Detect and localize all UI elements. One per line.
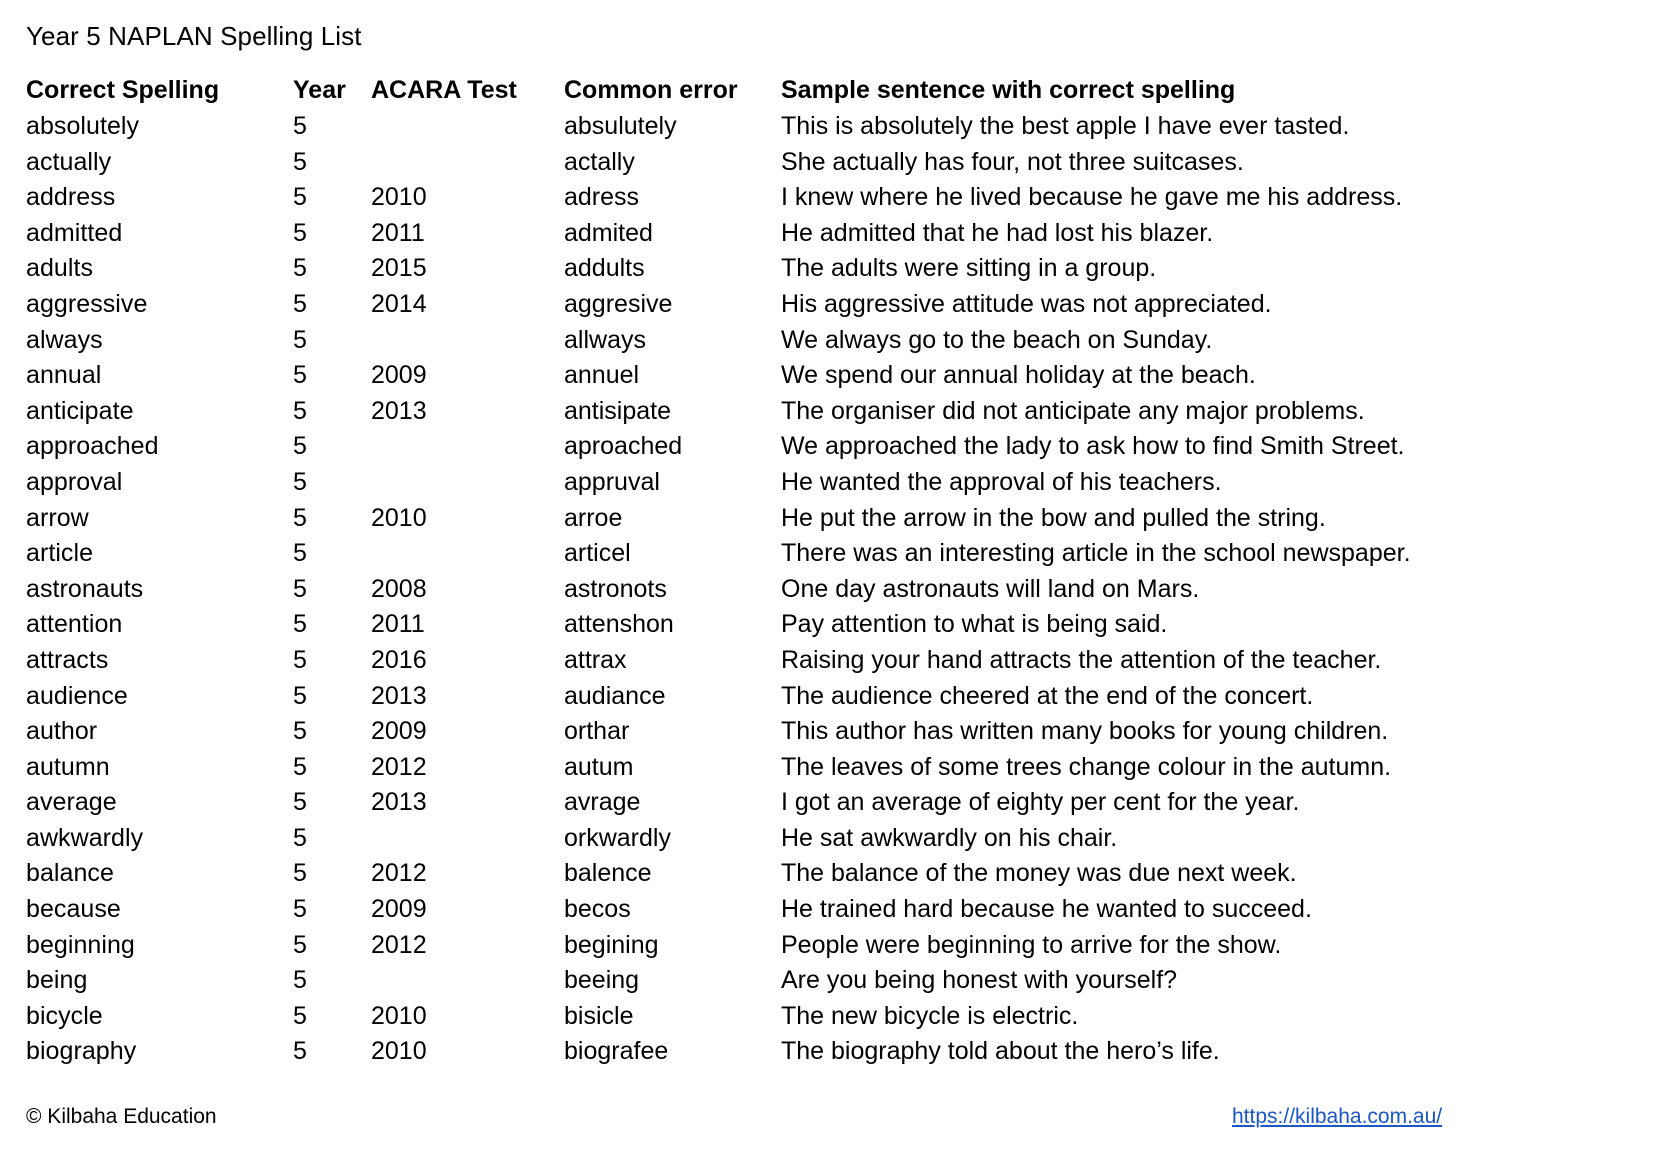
cell-sample-sentence: Are you being honest with yourself? xyxy=(781,966,1178,995)
spelling-list-table xyxy=(26,72,1626,1070)
cell-common-error: allways xyxy=(564,325,646,354)
cell-common-error: antisipate xyxy=(564,396,672,425)
cell-year: 5 xyxy=(293,610,307,639)
table-header-row xyxy=(26,72,1626,109)
cell-acara-test: 2013 xyxy=(371,396,427,425)
table-row xyxy=(26,109,1626,145)
cell-correct-spelling: beginning xyxy=(26,930,135,959)
cell-sample-sentence: I knew where he lived because he gave me his address. xyxy=(781,183,1403,212)
cell-acara-test: 2008 xyxy=(371,574,427,603)
column-header-common-error: Common error xyxy=(564,76,738,104)
cell-acara-test: 2010 xyxy=(371,1001,427,1030)
cell-correct-spelling: admitted xyxy=(26,218,123,247)
table-row xyxy=(26,928,1626,964)
cell-correct-spelling: average xyxy=(26,788,117,817)
cell-correct-spelling: being xyxy=(26,966,88,995)
cell-year: 5 xyxy=(293,325,307,354)
cell-correct-spelling: astronauts xyxy=(26,574,144,603)
table-row xyxy=(26,714,1626,750)
cell-sample-sentence: The new bicycle is electric. xyxy=(781,1001,1079,1030)
cell-acara-test: 2009 xyxy=(371,717,427,746)
cell-common-error: appruval xyxy=(564,467,660,496)
cell-correct-spelling: bicycle xyxy=(26,1001,103,1030)
cell-correct-spelling: attention xyxy=(26,610,123,639)
table-row xyxy=(26,643,1626,679)
cell-common-error: balence xyxy=(564,859,652,888)
column-header-sample-sentence: Sample sentence with correct spelling xyxy=(781,76,1236,104)
cell-year: 5 xyxy=(293,539,307,568)
cell-sample-sentence: This is absolutely the best apple I have ever tasted. xyxy=(781,112,1350,140)
cell-sample-sentence: We always go to the beach on Sunday. xyxy=(781,325,1213,354)
cell-common-error: articel xyxy=(564,539,631,568)
kilbaha-website-link[interactable]: https://kilbaha.com.au/ xyxy=(1232,1105,1443,1128)
cell-sample-sentence: He trained hard because he wanted to succeed. xyxy=(781,895,1312,924)
cell-sample-sentence: I got an average of eighty per cent for the year. xyxy=(781,788,1300,817)
cell-common-error: orthar xyxy=(564,717,630,746)
cell-year: 5 xyxy=(293,823,307,852)
cell-common-error: avrage xyxy=(564,788,641,817)
cell-acara-test xyxy=(371,465,564,501)
page-footer xyxy=(0,1104,1680,1144)
cell-year: 5 xyxy=(293,467,307,496)
cell-correct-spelling: audience xyxy=(26,681,128,710)
cell-acara-test: 2016 xyxy=(371,645,427,674)
cell-year: 5 xyxy=(293,147,307,176)
cell-year: 5 xyxy=(293,361,307,390)
table-row xyxy=(26,180,1626,216)
cell-year: 5 xyxy=(293,895,307,924)
cell-year: 5 xyxy=(293,717,307,746)
cell-correct-spelling: autumn xyxy=(26,752,110,781)
cell-common-error: admited xyxy=(564,218,653,247)
cell-sample-sentence: She actually has four, not three suitcases. xyxy=(781,147,1244,176)
cell-sample-sentence: The audience cheered at the end of the concert. xyxy=(781,681,1314,710)
cell-common-error: bisicle xyxy=(564,1001,634,1030)
cell-sample-sentence: The adults were sitting in a group. xyxy=(781,254,1157,283)
cell-common-error: orkwardly xyxy=(564,823,671,852)
cell-acara-test: 2013 xyxy=(371,788,427,817)
cell-acara-test xyxy=(371,821,564,857)
cell-sample-sentence: People were beginning to arrive for the show. xyxy=(781,930,1282,959)
cell-year: 5 xyxy=(293,574,307,603)
cell-acara-test: 2009 xyxy=(371,361,427,390)
cell-correct-spelling: aggressive xyxy=(26,289,148,318)
cell-correct-spelling: actually xyxy=(26,147,112,176)
cell-correct-spelling: balance xyxy=(26,859,114,888)
cell-correct-spelling: article xyxy=(26,539,94,568)
table-row xyxy=(26,536,1626,572)
table-row xyxy=(26,394,1626,430)
cell-year: 5 xyxy=(293,289,307,318)
cell-sample-sentence: The organiser did not anticipate any major problems. xyxy=(781,396,1365,425)
table-row xyxy=(26,323,1626,359)
cell-common-error: aproached xyxy=(564,432,683,461)
table-row xyxy=(26,465,1626,501)
cell-common-error: attenshon xyxy=(564,610,674,639)
cell-year: 5 xyxy=(293,859,307,888)
cell-sample-sentence: The biography told about the hero’s life. xyxy=(781,1037,1220,1066)
cell-year: 5 xyxy=(293,681,307,710)
cell-acara-test: 2013 xyxy=(371,681,427,710)
cell-year: 5 xyxy=(293,432,307,461)
table-row xyxy=(26,607,1626,643)
table-row xyxy=(26,358,1626,394)
cell-sample-sentence: The balance of the money was due next week. xyxy=(781,859,1297,888)
cell-year: 5 xyxy=(293,645,307,674)
cell-acara-test: 2014 xyxy=(371,289,427,318)
cell-acara-test: 2009 xyxy=(371,895,427,924)
table-row xyxy=(26,1034,1626,1070)
cell-sample-sentence: He admitted that he had lost his blazer. xyxy=(781,218,1214,247)
cell-common-error: addults xyxy=(564,254,645,283)
table-row xyxy=(26,572,1626,608)
cell-correct-spelling: awkwardly xyxy=(26,823,144,852)
cell-acara-test: 2011 xyxy=(371,610,425,639)
cell-correct-spelling: arrow xyxy=(26,503,89,532)
copyright-notice: © Kilbaha Education xyxy=(26,1105,217,1128)
cell-acara-test xyxy=(371,145,564,181)
table-row xyxy=(26,216,1626,252)
cell-year: 5 xyxy=(293,112,307,140)
cell-sample-sentence: We approached the lady to ask how to find Smith Street. xyxy=(781,432,1405,461)
cell-correct-spelling: adults xyxy=(26,254,94,283)
cell-correct-spelling: always xyxy=(26,325,103,354)
cell-correct-spelling: approached xyxy=(26,432,159,461)
cell-common-error: beeing xyxy=(564,966,640,995)
table-row xyxy=(26,145,1626,181)
cell-acara-test: 2012 xyxy=(371,859,427,888)
cell-year: 5 xyxy=(293,396,307,425)
column-header-acara-test: ACARA Test xyxy=(371,76,517,104)
cell-acara-test xyxy=(371,536,564,572)
cell-common-error: begining xyxy=(564,930,659,959)
cell-common-error: astronots xyxy=(564,574,667,603)
cell-year: 5 xyxy=(293,503,307,532)
cell-common-error: becos xyxy=(564,895,631,924)
table-row xyxy=(26,429,1626,465)
table-row xyxy=(26,821,1626,857)
cell-sample-sentence: He put the arrow in the bow and pulled the string. xyxy=(781,503,1326,532)
cell-acara-test: 2010 xyxy=(371,183,427,212)
table-row xyxy=(26,251,1626,287)
cell-common-error: annuel xyxy=(564,361,640,390)
cell-year: 5 xyxy=(293,966,307,995)
cell-common-error: absulutely xyxy=(564,112,677,140)
cell-sample-sentence: His aggressive attitude was not appreciated. xyxy=(781,289,1272,318)
cell-common-error: actally xyxy=(564,147,635,176)
cell-year: 5 xyxy=(293,1001,307,1030)
cell-sample-sentence: This author has written many books for young children. xyxy=(781,717,1389,746)
cell-acara-test: 2010 xyxy=(371,503,427,532)
cell-acara-test: 2011 xyxy=(371,218,425,247)
table-row xyxy=(26,892,1626,928)
cell-acara-test xyxy=(371,109,564,145)
cell-correct-spelling: approval xyxy=(26,467,123,496)
cell-correct-spelling: annual xyxy=(26,361,102,390)
cell-sample-sentence: He wanted the approval of his teachers. xyxy=(781,467,1222,496)
cell-acara-test xyxy=(371,323,564,359)
cell-year: 5 xyxy=(293,218,307,247)
cell-correct-spelling: absolutely xyxy=(26,112,140,140)
table-row xyxy=(26,679,1626,715)
cell-common-error: biografee xyxy=(564,1037,669,1066)
table-row xyxy=(26,785,1626,821)
table-row xyxy=(26,750,1626,786)
table-row xyxy=(26,999,1626,1035)
cell-sample-sentence: Pay attention to what is being said. xyxy=(781,610,1168,639)
table-header xyxy=(26,72,1626,109)
cell-year: 5 xyxy=(293,254,307,283)
cell-year: 5 xyxy=(293,788,307,817)
cell-acara-test xyxy=(371,429,564,465)
cell-sample-sentence: There was an interesting article in the school newspaper. xyxy=(781,539,1411,568)
footer-link-container xyxy=(1232,1104,1442,1130)
cell-sample-sentence: The leaves of some trees change colour in the autumn. xyxy=(781,752,1392,781)
cell-sample-sentence: Raising your hand attracts the attention of the teacher. xyxy=(781,645,1382,674)
table-row xyxy=(26,287,1626,323)
column-header-correct-spelling: Correct Spelling xyxy=(26,76,220,104)
table-row xyxy=(26,501,1626,537)
cell-sample-sentence: He sat awkwardly on his chair. xyxy=(781,823,1118,852)
cell-sample-sentence: We spend our annual holiday at the beach. xyxy=(781,361,1256,390)
cell-sample-sentence: One day astronauts will land on Mars. xyxy=(781,574,1200,603)
cell-acara-test: 2010 xyxy=(371,1037,427,1066)
cell-common-error: autum xyxy=(564,752,634,781)
table-row xyxy=(26,856,1626,892)
cell-year: 5 xyxy=(293,1037,307,1066)
table-row xyxy=(26,963,1626,999)
cell-year: 5 xyxy=(293,183,307,212)
table-body xyxy=(26,109,1626,1070)
column-header-year: Year xyxy=(293,76,346,104)
cell-correct-spelling: attracts xyxy=(26,645,109,674)
cell-correct-spelling: biography xyxy=(26,1037,137,1066)
cell-common-error: adress xyxy=(564,183,640,212)
cell-acara-test: 2012 xyxy=(371,752,427,781)
cell-acara-test: 2012 xyxy=(371,930,427,959)
cell-correct-spelling: anticipate xyxy=(26,396,134,425)
cell-common-error: audiance xyxy=(564,681,666,710)
cell-year: 5 xyxy=(293,752,307,781)
cell-common-error: arroe xyxy=(564,503,623,532)
cell-year: 5 xyxy=(293,930,307,959)
cell-correct-spelling: because xyxy=(26,895,121,924)
cell-common-error: aggresive xyxy=(564,289,673,318)
cell-acara-test xyxy=(371,963,564,999)
cell-acara-test: 2015 xyxy=(371,254,427,283)
cell-correct-spelling: author xyxy=(26,717,98,746)
cell-common-error: attrax xyxy=(564,645,627,674)
cell-correct-spelling: address xyxy=(26,183,116,212)
page-title: Year 5 NAPLAN Spelling List xyxy=(26,21,362,51)
